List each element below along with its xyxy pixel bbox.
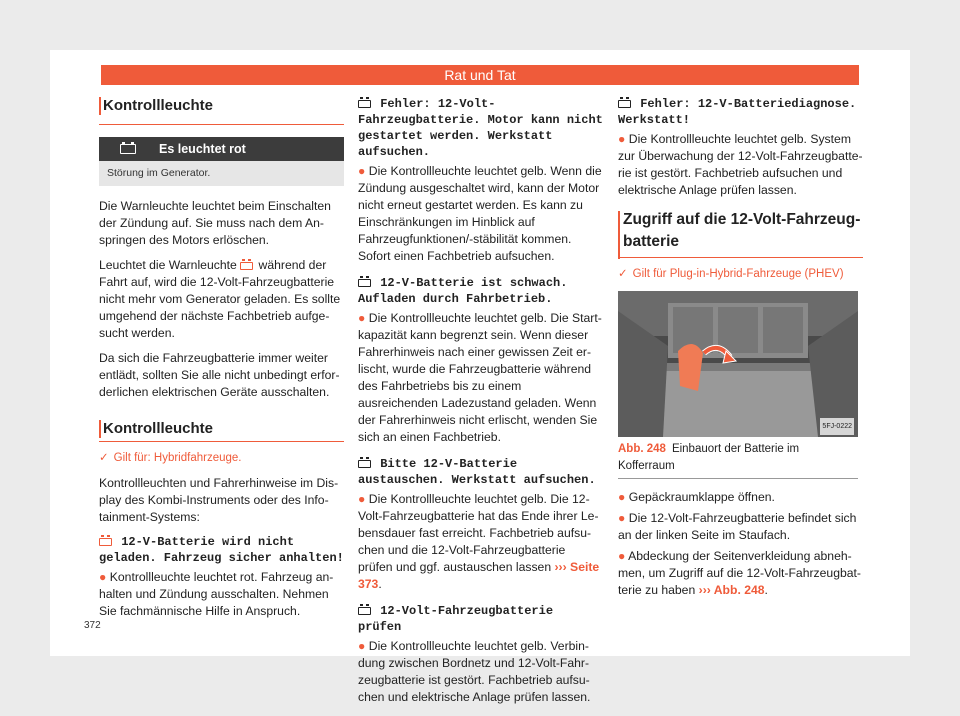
driver-message: Fehler: 12-Volt-Fahrzeugbatterie. Motor kann nicht gestartet werden. Werkstatt aufsuchen. (358, 97, 603, 159)
heading-zugriff: Zugriff auf die 12-Volt-Fahrzeugbatterie (618, 209, 863, 253)
battery-icon (120, 144, 136, 154)
paragraph: Kontrollleuchten und Fahrerhinweise im Display des Kombi-Instruments oder des Infotainment-Systems: (99, 476, 339, 524)
warning-box-header (99, 137, 344, 161)
warning-box-body: Störung im Generator. (99, 161, 344, 186)
page-link[interactable]: ››› Seite 373 (358, 560, 600, 591)
bullet-item: ● Die Kontrollleuchte leuchtet gelb. Die 12-Volt-Fahrzeugbatterie hat das Ende ihrer Lebensdauer fast erreicht. Fachbetrieb aufsuchen und die 12-Volt-Fahrzeugbatterie prüfen und ggf. austauschen lassen ››› Seite 373. (358, 492, 600, 591)
trunk-figure (618, 291, 858, 437)
column-middle (358, 96, 603, 716)
heading-kontrollleuchte: Kontrollleuchte (99, 96, 344, 116)
figure-link[interactable]: ››› Abb. 248 (698, 583, 765, 597)
driver-message: Fehler: 12-V-Batteriediagnose. Werkstatt! (618, 97, 857, 127)
heading-rule (99, 124, 344, 125)
column-right (618, 96, 863, 607)
bullet-item: ● Abdeckung der Seitenverkleidung abnehmen, um Zugriff auf die 12-Volt-Fahrzeugbatterie zu haben ››› Abb. 248. (618, 549, 861, 597)
warning-box-title: Es leuchtet rot (159, 141, 246, 156)
trunk-illustration (618, 291, 858, 437)
check-icon: ✓ (618, 268, 628, 280)
bullet-item: ● Kontrollleuchte leuchtet rot. Fahrzeug anhalten und Zündung ausschalten. Nehmen Sie fachmännische Hilfe in Anspruch. (99, 570, 334, 618)
heading-rule (618, 257, 863, 258)
bullet-item: ● Die 12-Volt-Fahrzeugbatterie befindet sich an der linken Seite im Staufach. (618, 511, 857, 542)
bullet-item: ● Die Kontrollleuchte leuchtet gelb. System zur Überwachung der 12-Volt-Fahrzeugbatterie ist gestört. Fachbetrieb aufsuchen und elektrische Anlage prüfen lassen. (618, 132, 863, 197)
heading-kontrollleuchte-2: Kontrollleuchte (99, 419, 344, 439)
battery-icon (358, 100, 371, 108)
paragraph: Da sich die Fahrzeugbatterie immer weiter entlädt, sollten Sie alle nicht unbedingt erforderlichen elektrischen Geräte ausschalten. (99, 351, 340, 399)
bullet-item: ● Gepäckraumklappe öffnen. (618, 490, 775, 504)
manual-page (50, 50, 910, 704)
battery-icon (240, 262, 253, 270)
check-icon: ✓ (99, 452, 109, 464)
paragraph: Leuchtet die Warnleuchte während der Fahrt auf, wird die 12-Volt-Fahrzeugbatterie nicht mehr vom Generator geladen. Es sollte umgehend der nächste Fachbetrieb aufgesucht werden. (99, 258, 341, 340)
bullet-item: ● Die Kontrollleuchte leuchtet gelb. Verbindung zwischen Bordnetz und 12-Volt-Fahrzeugbatterie ist gestört. Fachbetrieb aufsuchen und elektrische Anlage prüfen lassen. (358, 639, 591, 704)
section-header: Rat und Tat (101, 65, 859, 85)
page-number: 372 (84, 620, 101, 631)
paragraph: Die Warnleuchte leuchtet beim Einschalten der Zündung auf. Sie muss nach dem Anspringen des Motors erlöschen. (99, 199, 331, 247)
battery-icon (358, 460, 371, 468)
applicability-note: ✓ Gilt für: Hybridfahrzeuge. (99, 452, 242, 464)
heading-rule (99, 441, 344, 442)
driver-message: 12-Volt-Fahrzeugbatterie prüfen (358, 604, 554, 634)
figure-code: 5FJ-0222 (820, 418, 854, 435)
battery-icon (358, 607, 371, 615)
driver-message: 12-V-Batterie ist schwach. Aufladen durch Fahrbetrieb. (358, 276, 568, 306)
bullet-item: ● Die Kontrollleuchte leuchtet gelb. Die Startkapazität kann begrenzt sein. Wenn dieser Fahrerhinweis nach einer gewissen Zeit erlischt, wurde die Fahrzeugbatterie während des Fahrbetriebs bis zu einem ausreichenden Ladezustand geladen. Wenn der Fahrerhinweis nicht erlischt, wenden Sie sich an einen Fachbetrieb. (358, 311, 602, 444)
figure-caption: Abb. 248 Einbauort der Batterie im Kofferraum (618, 437, 858, 479)
column-left (99, 96, 344, 630)
bullet-item: ● Die Kontrollleuchte leuchtet gelb. Wenn die Zündung ausgeschaltet wird, kann der Motor nicht erneut gestartet werden. Es kann zu Einschränkungen im Hinblick auf Fahrzeugfunktionen/-stäbilität kommen. Sofort einen Fachbetrieb aufsuchen. (358, 164, 602, 263)
battery-icon (358, 279, 371, 287)
driver-message: 12-V-Batterie wird nicht geladen. Fahrzeug sicher anhalten! (99, 535, 344, 565)
applicability-note: ✓ Gilt für Plug-in-Hybrid-Fahrzeuge (PHEV) (618, 268, 844, 280)
battery-icon (99, 538, 112, 546)
battery-icon (618, 100, 631, 108)
driver-message: Bitte 12-V-Batterie austauschen. Werkstatt aufsuchen. (358, 457, 596, 487)
